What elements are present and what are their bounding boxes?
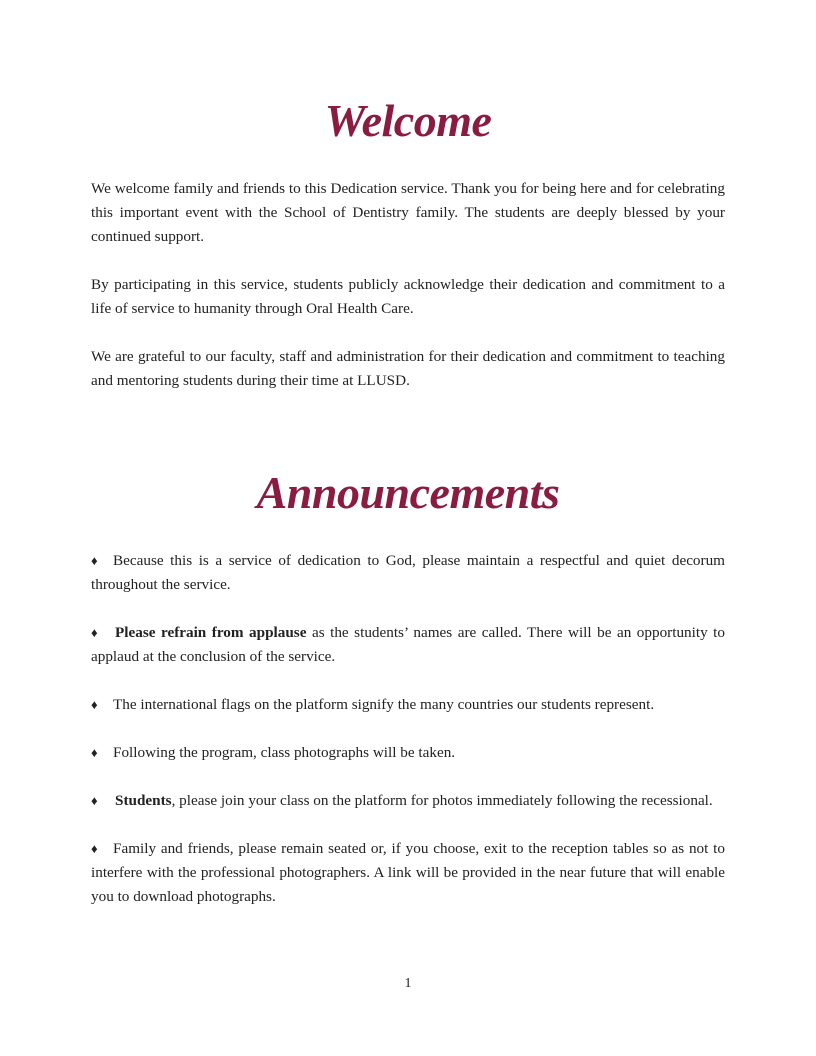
welcome-section [91, 177, 725, 417]
announcement-text: Following the program, class photographs will be taken. [113, 744, 456, 761]
welcome-paragraph-3: We are grateful to our faculty, staff and administration for their dedication and commitment to teaching and mentoring students during their time at LLUSD. [91, 348, 725, 389]
announcement-item-2 [91, 621, 725, 669]
diamond-bullet-icon: ♦ [91, 841, 98, 856]
diamond-bullet-icon: ♦ [91, 625, 98, 640]
diamond-bullet-icon: ♦ [91, 793, 98, 808]
announcement-text: , please join your class on the platform for photos immediately following the recessional. [171, 792, 713, 809]
announcement-bold-text: Students [115, 792, 172, 809]
announcement-item-6 [91, 837, 725, 909]
announcement-bold-text: Please refrain from applause [115, 624, 307, 641]
diamond-bullet-icon: ♦ [91, 745, 98, 760]
diamond-bullet-icon: ♦ [91, 697, 98, 712]
diamond-bullet-icon: ♦ [91, 553, 98, 568]
announcement-item-4 [91, 741, 725, 765]
welcome-paragraph-1: We welcome family and friends to this Dedication service. Thank you for being here and for celebrating this important event with the School of Dentistry family. The students are deeply blessed by your continued support. [91, 180, 725, 245]
announcements-heading: Announcements [256, 467, 560, 518]
announcement-text: as the students’ names are called. There will be an opportunity to applaud at the conclusion of the service. [91, 624, 725, 665]
announcement-text: Because this is a service of dedication to God, please maintain a respectful and quiet decorum throughout the service. [91, 552, 725, 593]
announcements-list [91, 549, 725, 933]
announcement-item-5 [91, 789, 725, 813]
announcement-text: The international flags on the platform signify the many countries our students represent. [113, 696, 655, 713]
welcome-paragraph-2: By participating in this service, students publicly acknowledge their dedication and commitment to a life of service to humanity through Oral Health Care. [91, 276, 725, 317]
page-number: 1 [404, 976, 412, 991]
welcome-heading: Welcome [324, 95, 492, 146]
announcement-item-1 [91, 549, 725, 597]
announcement-item-3 [91, 693, 725, 717]
announcement-text: Family and friends, please remain seated or, if you choose, exit to the reception tables so as not to interfere with the professional photographers. A link will be provided in the near future that will enable you to download photographs. [91, 840, 725, 905]
